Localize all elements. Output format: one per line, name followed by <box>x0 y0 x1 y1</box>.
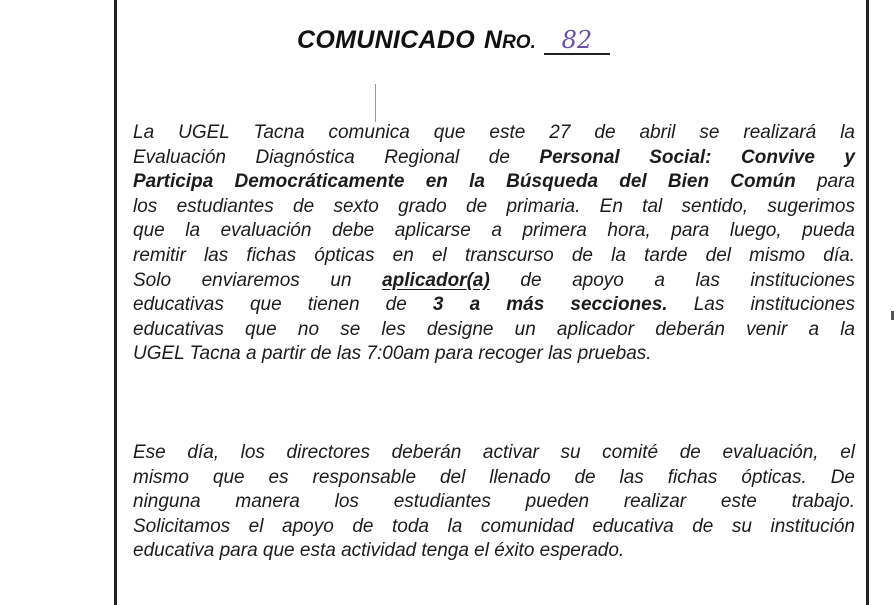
title-nro: NRO. <box>484 26 536 54</box>
paragraph-line: educativas que no se les designe un aplicador deberán venir a la <box>133 318 855 340</box>
paragraph-line: educativa para que esta actividad tenga el éxito esperado. <box>133 540 625 562</box>
paragraph-line: La UGEL Tacna comunica que este 27 de abril se realizará la <box>133 122 855 143</box>
paragraph-line: Solo enviaremos un aplicador(a) de apoyo a las instituciones <box>133 269 855 291</box>
paragraph-line: educativas que tienen de 3 a más secciones. Las instituciones <box>133 294 856 316</box>
paragraph-1 <box>133 121 855 367</box>
paragraph-line: Participa Democráticamente en la Búsqueda del Bien Común para <box>133 171 855 193</box>
document-title <box>297 26 610 66</box>
paragraph-line: los estudiantes de sexto grado de primaria. En tal sentido, sugerimos <box>133 195 855 217</box>
scan-speck <box>891 311 894 320</box>
aplicador-emphasis: aplicador(a) <box>382 269 490 291</box>
paragraph-line: que la evaluación debe aplicarse a primera hora, para luego, pueda <box>133 220 855 242</box>
secciones-emphasis: 3 a más secciones. <box>432 294 668 316</box>
paragraph-line: Evaluación Diagnóstica Regional de Personal Social: Convive y <box>133 146 855 168</box>
page-border-left <box>114 0 117 605</box>
paragraph-line: remitir las fichas ópticas en el transcurso de la tarde del mismo día. <box>133 244 855 266</box>
paragraph-line: mismo que es responsable del llenado de las fichas ópticas. De <box>133 466 855 488</box>
scan-mark <box>375 84 376 122</box>
paragraph-line: ninguna manera los estudiantes pueden realizar este trabajo. <box>133 491 855 513</box>
title-word: COMUNICADO <box>297 26 475 54</box>
paragraph-2 <box>133 441 855 564</box>
handwritten-number: 82 <box>544 27 610 55</box>
paragraph-line: Solicitamos el apoyo de toda la comunidad educativa de su institución <box>133 515 855 537</box>
page-border-right <box>866 0 869 605</box>
paragraph-line: Ese día, los directores deberán activar su comité de evaluación, el <box>133 442 855 463</box>
document-page <box>131 0 855 605</box>
paragraph-line: UGEL Tacna a partir de las 7:00am para recoger las pruebas. <box>133 343 652 365</box>
